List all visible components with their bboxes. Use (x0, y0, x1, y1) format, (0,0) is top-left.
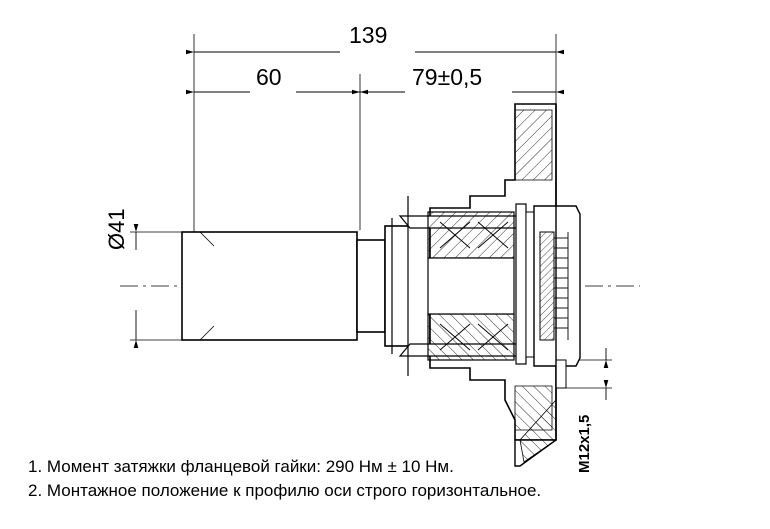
dimension-thread-spec: M12x1,5 (576, 414, 593, 473)
dimension-shaft-length: 60 (256, 64, 282, 90)
shaft-section (182, 226, 430, 346)
dimension-hub-length: 79±0,5 (412, 64, 483, 90)
notes-block (28, 455, 748, 503)
note-line-1: 1. Момент затяжки фланцевой гайки: 290 Нм ± 10 Нм. (28, 457, 454, 476)
bearing-section (428, 212, 514, 360)
nut-and-thread-section (516, 204, 580, 388)
note-line-2: 2. Монтажное положение к профилю оси строго горизонтальное. (28, 481, 542, 500)
dimension-shaft-diameter: Ø41 (104, 208, 129, 250)
dimension-overall-length: 139 (349, 22, 388, 48)
